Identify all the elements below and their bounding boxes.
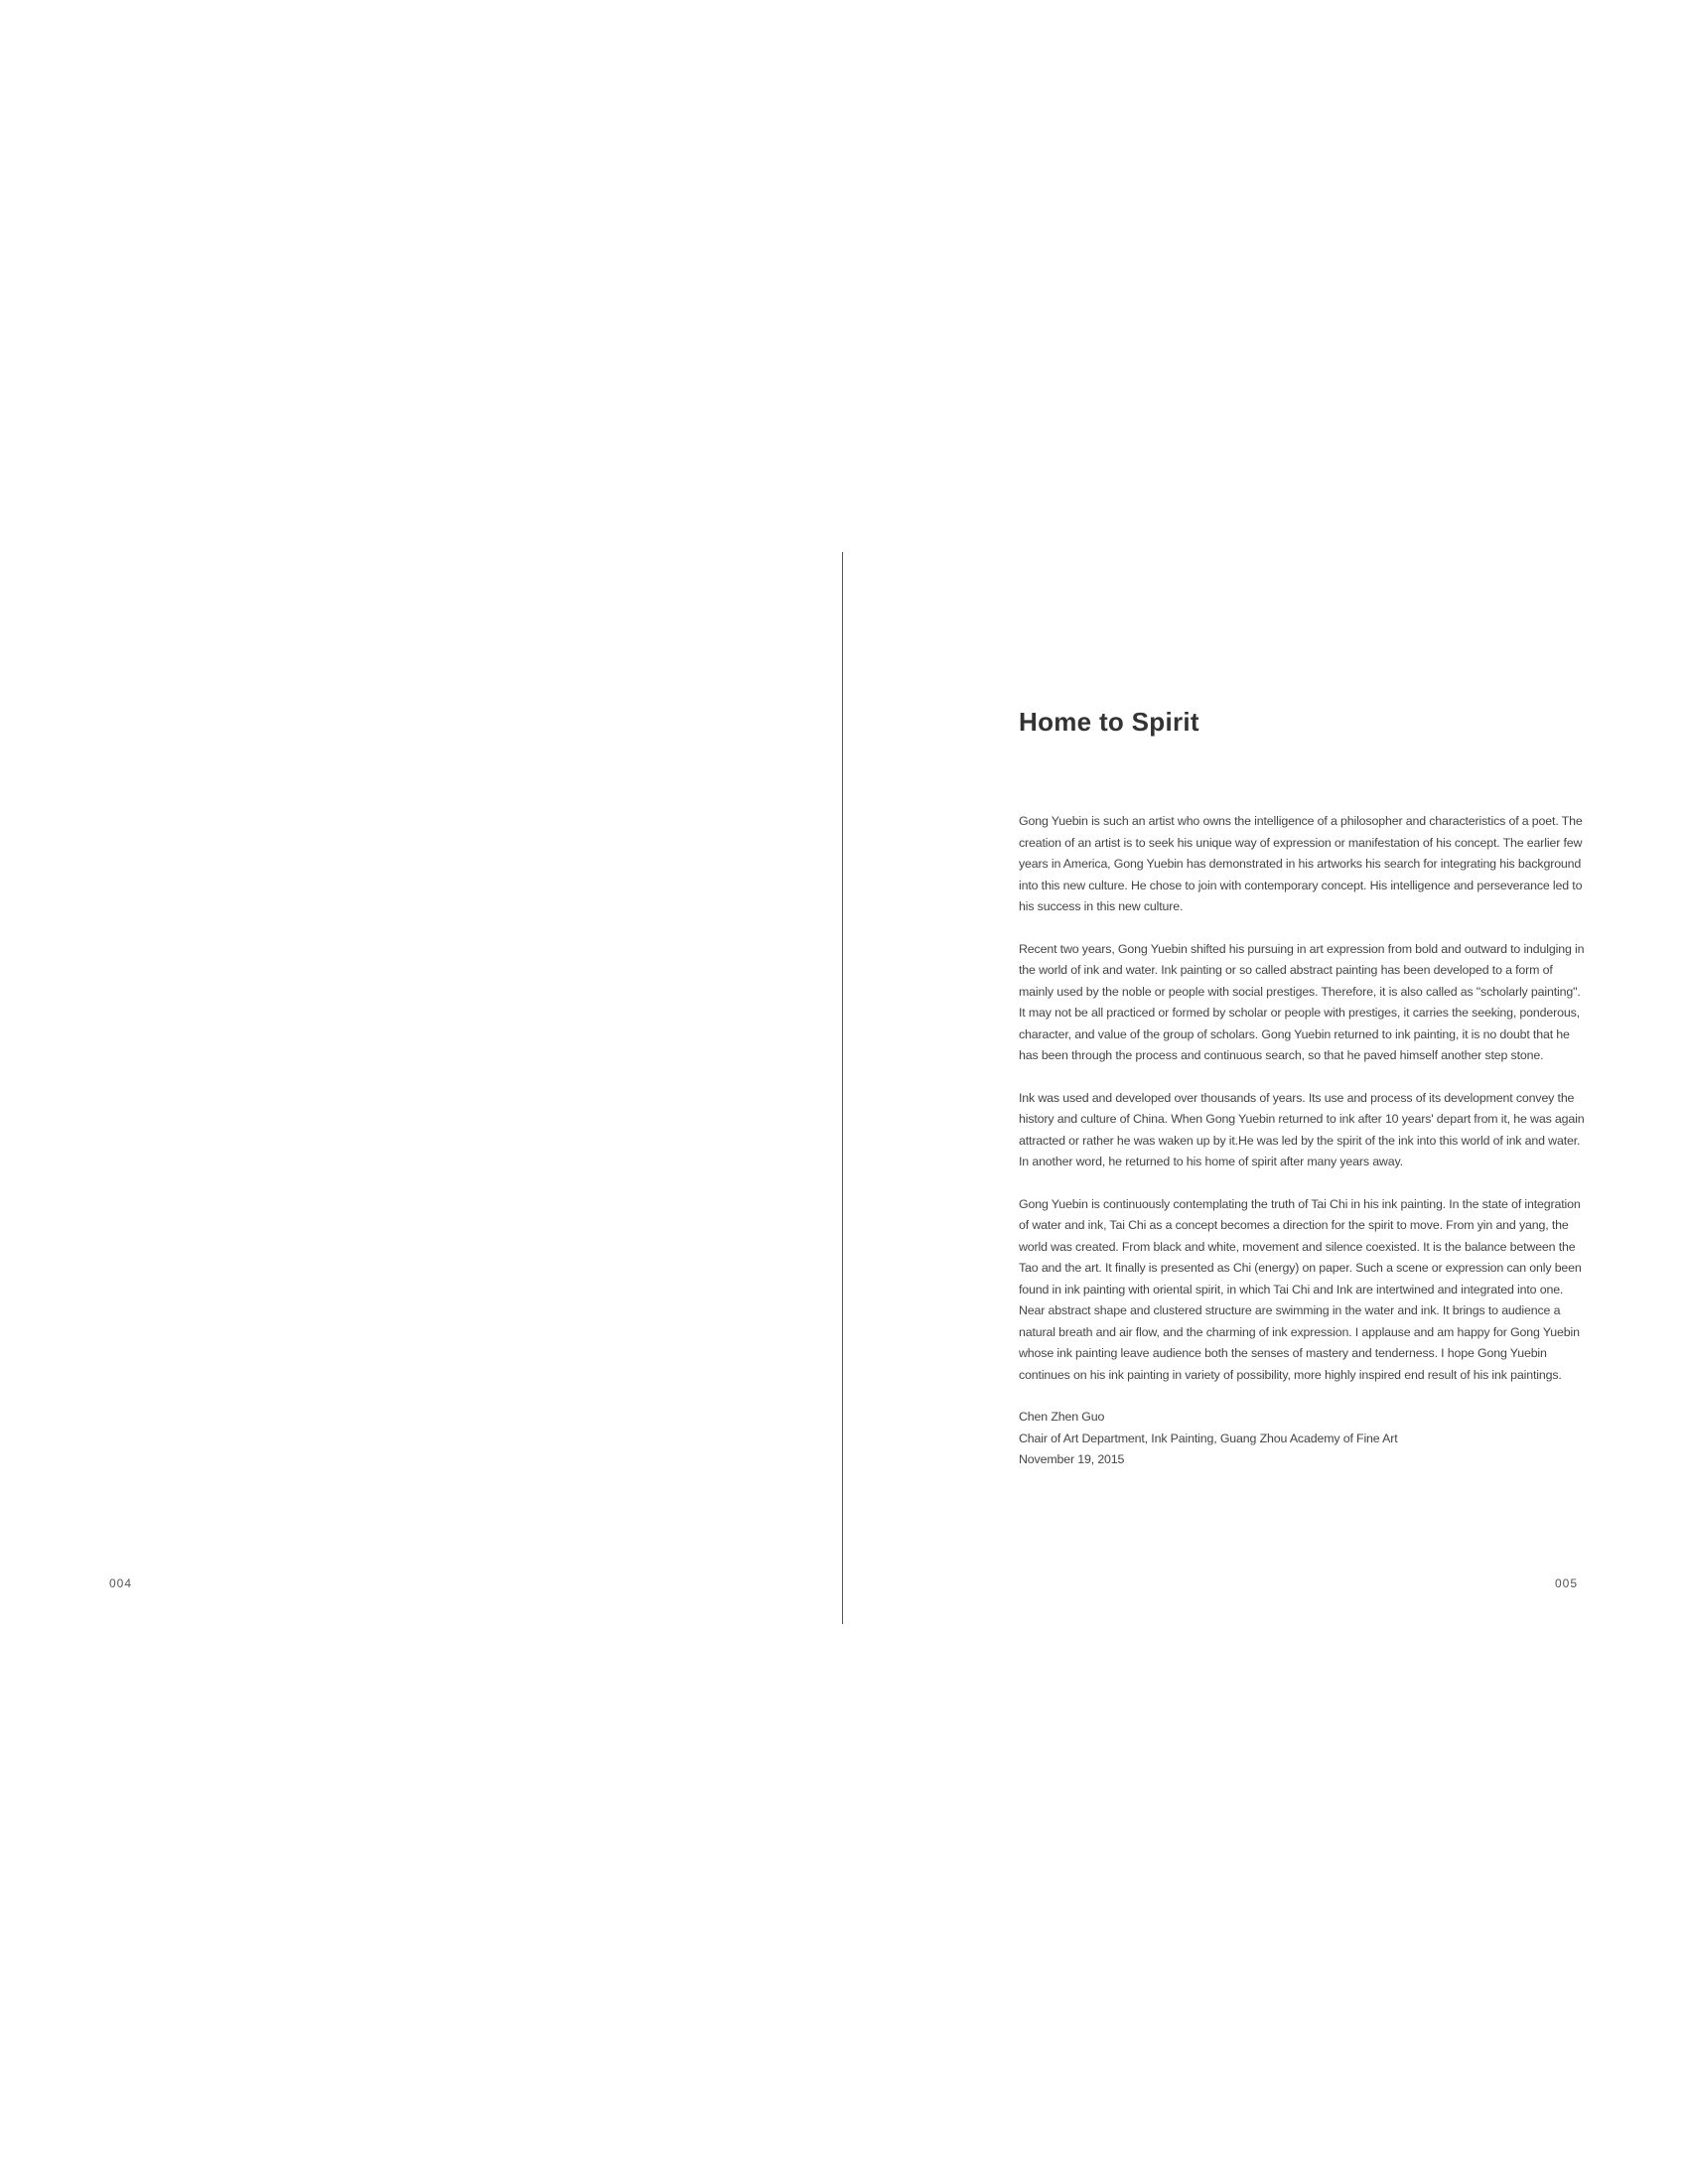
signature-date: November 19, 2015 — [1019, 1452, 1125, 1466]
article-body — [1019, 811, 1585, 1471]
paragraph: Gong Yuebin is such an artist who owns the intelligence of a philosopher and characteristics of a poet. The creation of an artist is to seek his unique way of expression or manifestation of his concept. The earlier few years in America, Gong Yuebin has demonstrated in his artworks his search for integrating his background into this new culture. He chose to join with contemporary concept. His intelligence and perseverance led to his success in this new culture. — [1019, 814, 1583, 913]
gutter-divider — [842, 552, 843, 1624]
paragraph: Ink was used and developed over thousands of years. Its use and process of its development convey the history and culture of China. When Gong Yuebin returned to ink after 10 years' depart from it, he was again attracted or rather he was waken up by it.He was led by the spirit of the ink into this world of ink and water. In another word, he returned to his home of spirit after many years away. — [1019, 1090, 1585, 1168]
paragraph: Recent two years, Gong Yuebin shifted his pursuing in art expression from bold and outward to indulging in the world of ink and water. Ink painting or so called abstract painting has been developed to a form of mainly used by the noble or people with social prestiges. Therefore, it is also called as "scholarly painting". It may not be all practiced or formed by scholar or people with prestiges, it carries the seeking, ponderous, character, and value of the group of scholars. Gong Yuebin returned to ink painting, it is no doubt that he has been through the process and continuous search, so that he paved himself another step stone. — [1019, 941, 1585, 1062]
author-name: Chen Zhen Guo — [1019, 1410, 1105, 1424]
left-page-number: 004 — [109, 1576, 133, 1590]
author-position: Chair of Art Department, Ink Painting, Guang Zhou Academy of Fine Art — [1019, 1431, 1398, 1445]
right-page-number: 005 — [1555, 1576, 1579, 1590]
paragraph: Gong Yuebin is continuously contemplating the truth of Tai Chi in his ink painting. In the state of integration of water and ink, Tai Chi as a concept becomes a direction for the spirit to move. From yin and yang, the world was created. From black and white, movement and silence coexisted. It is the balance between the Tao and the art. It finally is presented as Chi (energy) on paper. Such a scene or expression can only been found in ink painting with oriental spirit, in which Tai Chi and Ink are intertwined and integrated into one. Near abstract shape and clustered structure are swimming in the water and ink. It brings to audience a natural breath and air flow, and the charming of ink expression. I applause and am happy for Gong Yuebin whose ink painting leave audience both the senses of mastery and tenderness. I hope Gong Yuebin continues on his ink painting in variety of possibility, more highly inspired end result of his ink paintings. — [1019, 1196, 1582, 1382]
article — [1019, 707, 1585, 1471]
article-title: Home to Spirit — [1019, 707, 1199, 737]
signature-block — [1019, 1407, 1585, 1471]
